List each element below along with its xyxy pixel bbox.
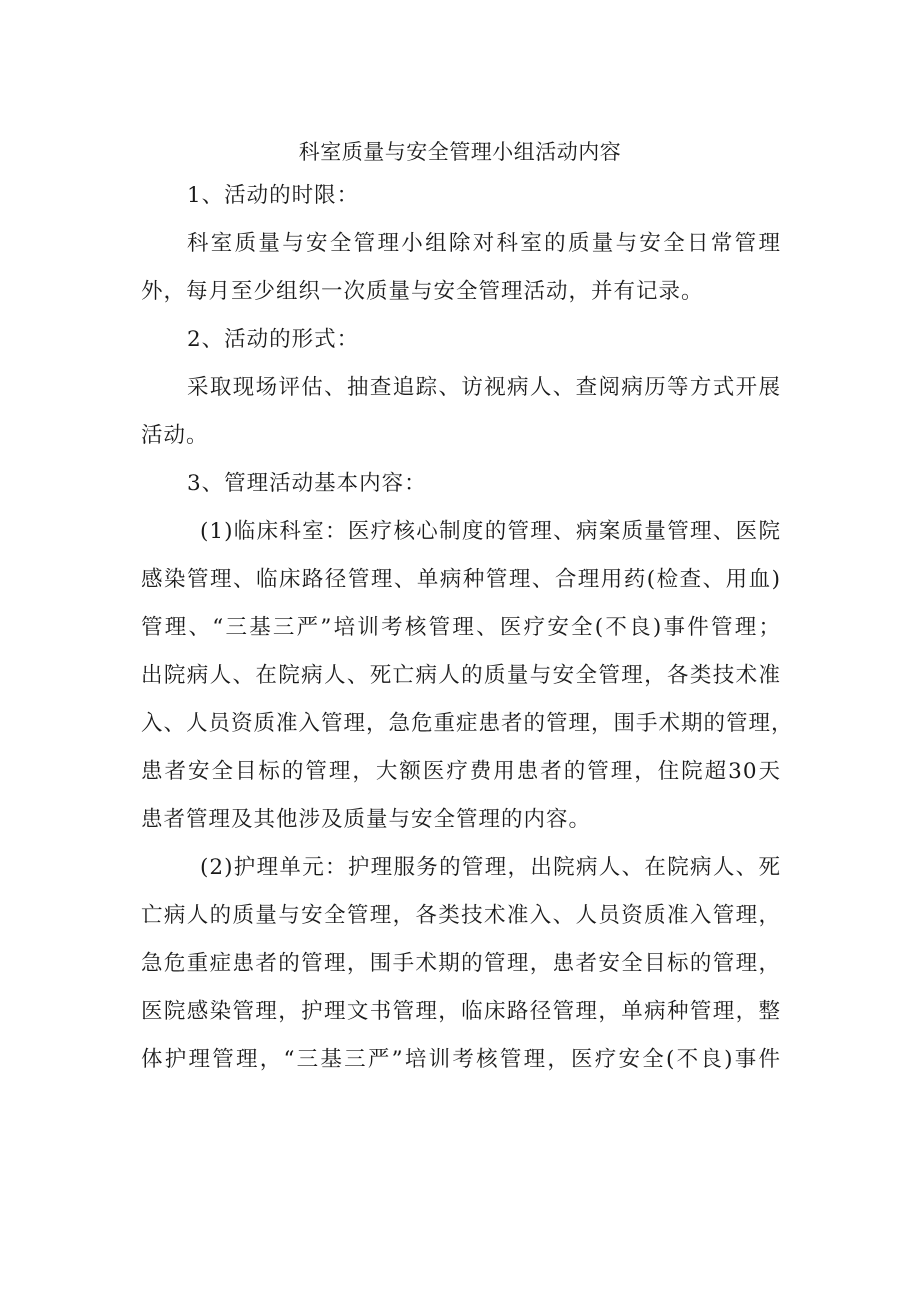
list-item-1-line: 患者管理及其他涉及质量与安全管理的内容。 — [141, 807, 592, 832]
paragraph-line: 外，每月至少组织一次质量与安全管理活动，并有记录。 — [141, 279, 704, 304]
document-title: 科室质量与安全管理小组活动内容 — [298, 140, 622, 164]
list-item-2-line: 亡病人的质量与安全管理，各类技术准入、人员资质准入管理， — [141, 903, 781, 928]
list-item-1-line: 感染管理、临床路径管理、单病种管理、合理用药(检查、用血) — [141, 567, 781, 592]
list-item-1-line: 患者安全目标的管理，大额医疗费用患者的管理，住院超30天 — [141, 759, 781, 784]
list-item-2-line: (2)护理单元：护理服务的管理，出院病人、在院病人、死 — [200, 855, 781, 880]
list-item-1-line: 出院病人、在院病人、死亡病人的质量与安全管理，各类技术准 — [141, 663, 781, 688]
list-item-2-line: 医院感染管理，护理文书管理，临床路径管理，单病种管理，整 — [141, 999, 781, 1024]
list-item-1-line: (1)临床科室：医疗核心制度的管理、病案质量管理、医院 — [200, 519, 781, 544]
section-1-heading: 1、活动的时限： — [187, 183, 360, 208]
list-item-2-line: 体护理管理，“三基三严”培训考核管理，医疗安全(不良)事件 — [141, 1047, 781, 1072]
section-3-heading: 3、管理活动基本内容： — [187, 471, 427, 496]
paragraph-line: 活动。 — [141, 423, 209, 448]
list-item-2-line: 急危重症患者的管理，围手术期的管理，患者安全目标的管理， — [141, 951, 781, 976]
list-item-1-line: 入、人员资质准入管理，急危重症患者的管理，围手术期的管理， — [141, 711, 794, 736]
paragraph-line: 科室质量与安全管理小组除对科室的质量与安全日常管理 — [187, 231, 781, 256]
section-2-heading: 2、活动的形式： — [187, 327, 360, 352]
paragraph-line: 采取现场评估、抽查追踪、访视病人、查阅病历等方式开展 — [187, 375, 781, 400]
list-item-1-line: 管理、“三基三严”培训考核管理、医疗安全(不良)事件管理； — [141, 615, 781, 640]
